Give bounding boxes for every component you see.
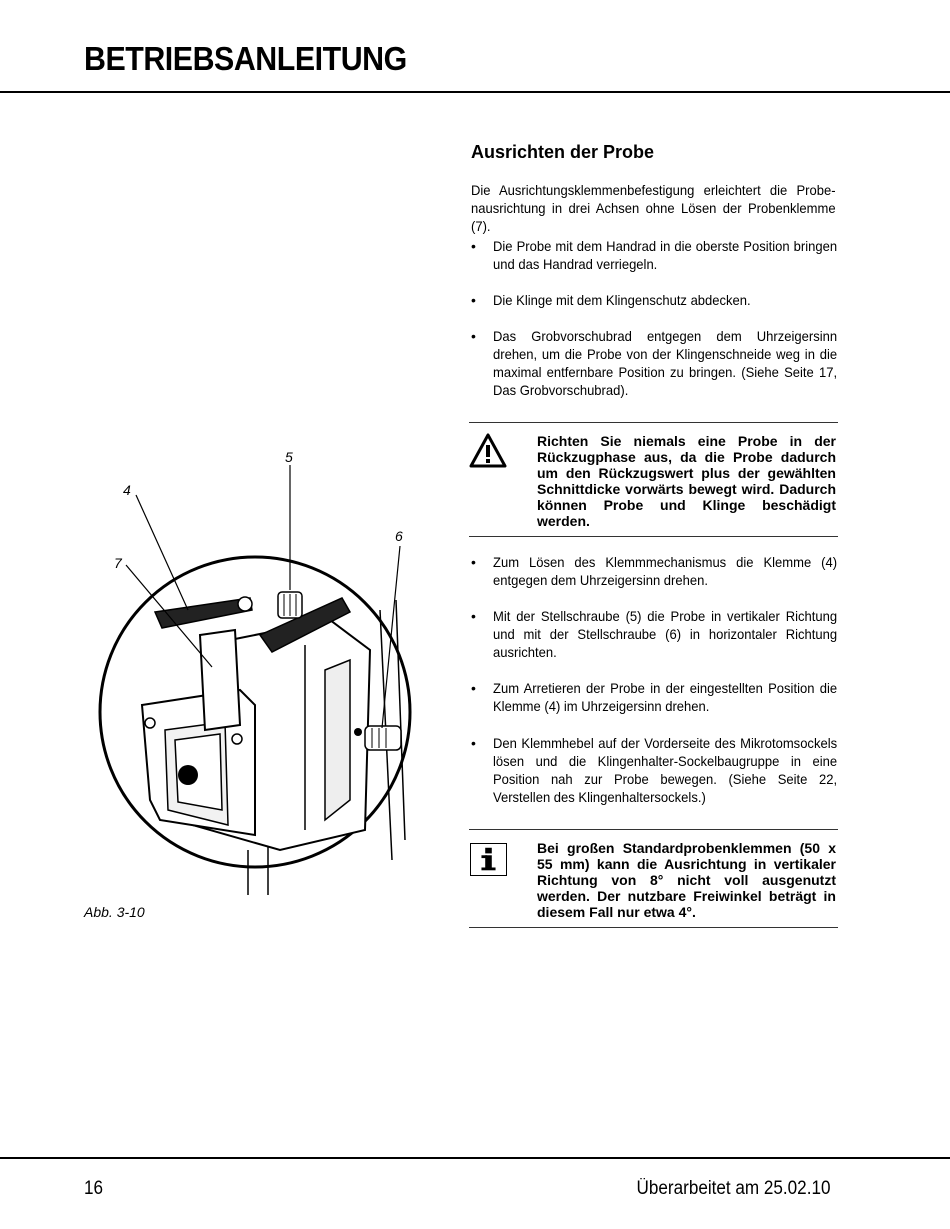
bullet-icon: • xyxy=(471,238,476,254)
list-item-text: Mit der Stellschraube (5) die Probe in vertikaler Richtung und mit der Stellschraube (6) in horizontaler Richtung ausrichten. xyxy=(493,608,838,660)
bullet-icon: • xyxy=(471,680,476,696)
callout-6: 6 xyxy=(395,528,403,544)
list-item xyxy=(471,734,836,806)
list-item xyxy=(471,553,836,589)
list-item-text: Zum Arretieren der Probe in der eingestellten Position die Klemme (4) im Uhrzeigersinn drehen. xyxy=(493,680,838,714)
footer-divider xyxy=(0,1157,950,1159)
warning-bottom-rule xyxy=(469,536,838,537)
figure-caption: Abb. 3-10 xyxy=(84,904,145,920)
list-item xyxy=(471,327,836,399)
callout-4: 4 xyxy=(123,482,131,498)
bullet-icon: • xyxy=(471,735,476,751)
bullet-icon: • xyxy=(471,328,476,344)
list-item-text: Die Probe mit dem Handrad in die oberste Position bringen und das Handrad verriegeln. xyxy=(493,238,838,272)
list-item-text: Die Klinge mit dem Klingenschutz abdecken. xyxy=(493,292,751,308)
page-number: 16 xyxy=(84,1178,104,1199)
intro-paragraph xyxy=(471,181,836,235)
section-title: Ausrichten der Probe xyxy=(471,142,655,162)
figure-illustration xyxy=(80,440,450,910)
callout-5: 5 xyxy=(285,449,293,465)
bullet-icon: • xyxy=(471,292,476,308)
list-item xyxy=(471,679,836,715)
warning-top-rule xyxy=(469,422,838,423)
info-icon xyxy=(470,843,507,876)
info-bottom-rule xyxy=(469,927,838,928)
list-item xyxy=(471,607,836,661)
revision-date: Überarbeitet am 25.02.10 xyxy=(636,1178,830,1199)
bullet-icon: • xyxy=(471,608,476,624)
list-item-text: Zum Lösen des Klemmmechanismus die Klemme (4) entgegen dem Uhrzeigersinn drehen. xyxy=(493,554,838,588)
list-item xyxy=(471,237,836,273)
list-item-text: Das Grobvorschubrad entgegen dem Uhrzeigersinn drehen, um die Probe von der Klingenschneide weg in die maximal entfernbare Position zu bringen. (Siehe Seite 17, Das Grobvorschubrad). xyxy=(493,328,838,398)
info-top-rule xyxy=(469,829,838,830)
callout-7: 7 xyxy=(114,555,122,571)
intro-text: Die Ausrichtungsklemmenbefestigung erleichtert die Probe-nausrichtung in drei Achsen ohne Lösen der Probenklemme (7). xyxy=(471,182,836,234)
list-item xyxy=(471,291,836,309)
bullet-icon: • xyxy=(471,554,476,570)
warning-triangle-icon xyxy=(469,433,507,469)
list-item-text: Den Klemmhebel auf der Vorderseite des Mikrotomsockels lösen und die Klingenhalter-Sockelbaugruppe in eine Position nah zur Probe bewegen. (Siehe Seite 22, Verstellen des Klingenhaltersockels.) xyxy=(493,735,838,805)
info-text: Bei großen Standardprobenklemmen (50 x 55 mm) kann die Ausrichtung in vertikaler Richtung von 8° nicht voll ausgenutzt werden. Der nutzbare Freiwinkel beträgt in diesem Fall nur etwa 4°. xyxy=(537,840,836,920)
header-divider xyxy=(0,91,950,93)
warning-text: Richten Sie niemals eine Probe in der Rückzugphase aus, da die Probe dadurch um den Rückzugswert plus der gewählten Schnittdicke vorwärts bewegt wird. Dadurch können Probe und Klinge beschädigt werden. xyxy=(537,433,836,529)
page-title: BETRIEBSANLEITUNG xyxy=(84,40,407,77)
